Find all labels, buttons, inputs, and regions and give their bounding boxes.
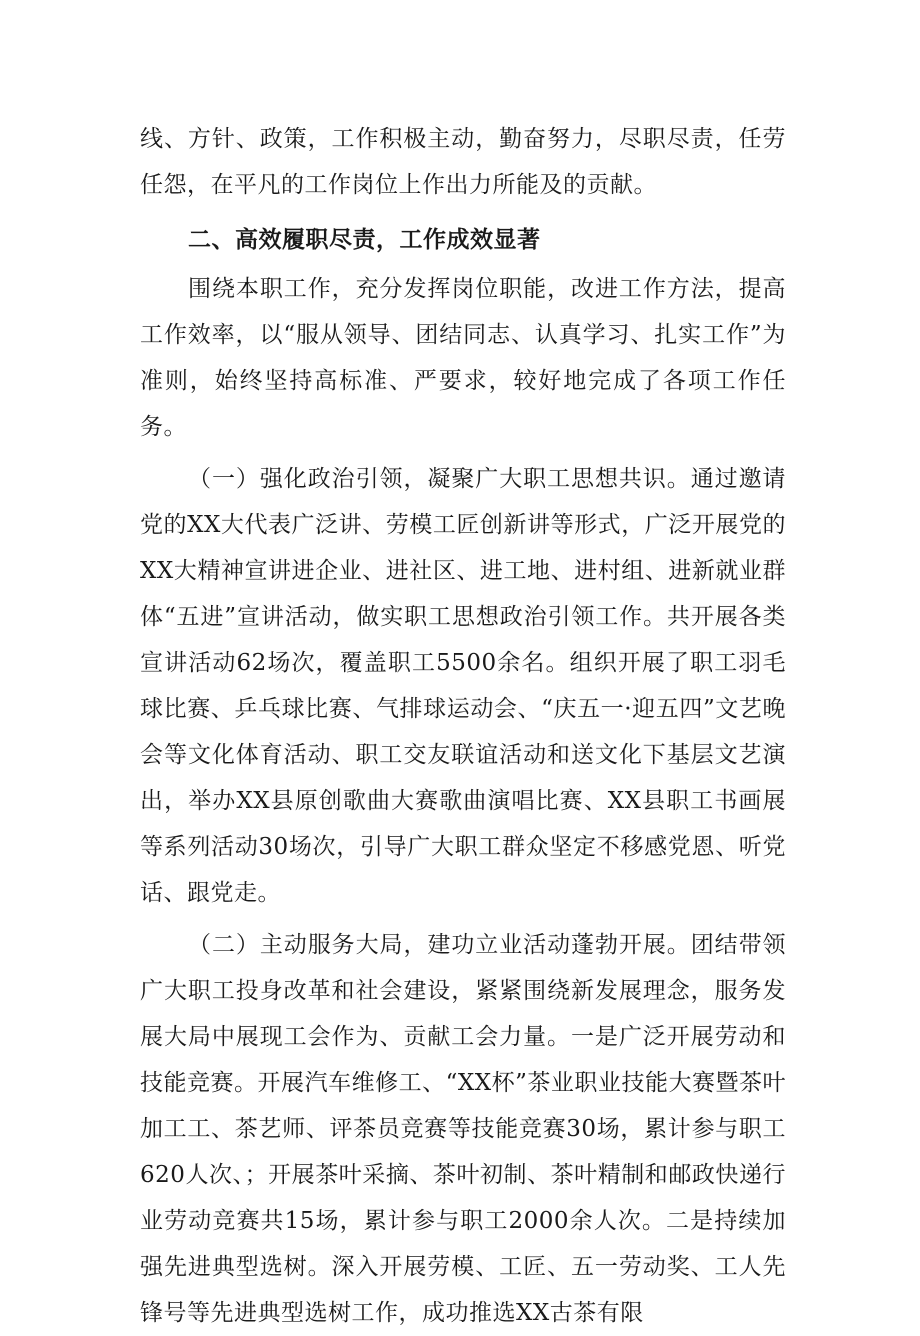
paragraph-intro: 围绕本职工作，充分发挥岗位职能，改进工作方法，提高工作效率，以“服从领导、团结同志、认真学习、扎实工作”为准则，始终坚持高标准、严要求，较好地完成了各项工作任务。 (140, 276, 786, 440)
paragraph-item-1: （一）强化政治引领，凝聚广大职工思想共识。通过邀请党的XX大代表广泛讲、劳模工匠创新讲等形式，广泛开展党的XX大精神宣讲进企业、进社区、进工地、进村组、进新就业群体“五进”宣讲活动，做实职工思想政治引领工作。共开展各类宣讲活动62场次，覆盖职工5500余名。组织开展了职工羽毛球比赛、乒乓球比赛、气排球运动会、“庆五一·迎五四”文艺晚会等文化体育活动、职工交友联谊活动和送文化下基层文艺演出，举办XX县原创歌曲大赛歌曲演唱比赛、XX县职工书画展等系列活动30场次，引导广大职工群众坚定不移感党恩、听党话、跟党走。 (140, 466, 786, 906)
document-body (140, 116, 786, 1336)
paragraph-continued: 线、方针、政策，工作积极主动，勤奋努力，尽职尽责，任劳任怨，在平凡的工作岗位上作出力所能及的贡献。 (140, 126, 786, 198)
paragraph-item-2: （二）主动服务大局，建功立业活动蓬勃开展。团结带领广大职工投身改革和社会建设，紧紧围绕新发展理念，服务发展大局中展现工会作为、贡献工会力量。一是广泛开展劳动和技能竞赛。开展汽车维修工、“XX杯”茶业职业技能大赛暨茶叶加工工、茶艺师、评茶员竞赛等技能竞赛30场，累计参与职工620人次、；开展茶叶采摘、茶叶初制、茶叶精制和邮政快递行业劳动竞赛共15场，累计参与职工2000余人次。二是持续加强先进典型选树。深入开展劳模、工匠、五一劳动奖、工人先锋号等先进典型选树工作，成功推选XX古茶有限 (140, 932, 786, 1326)
section-heading: 二、高效履职尽责，工作成效显著 (188, 227, 541, 253)
